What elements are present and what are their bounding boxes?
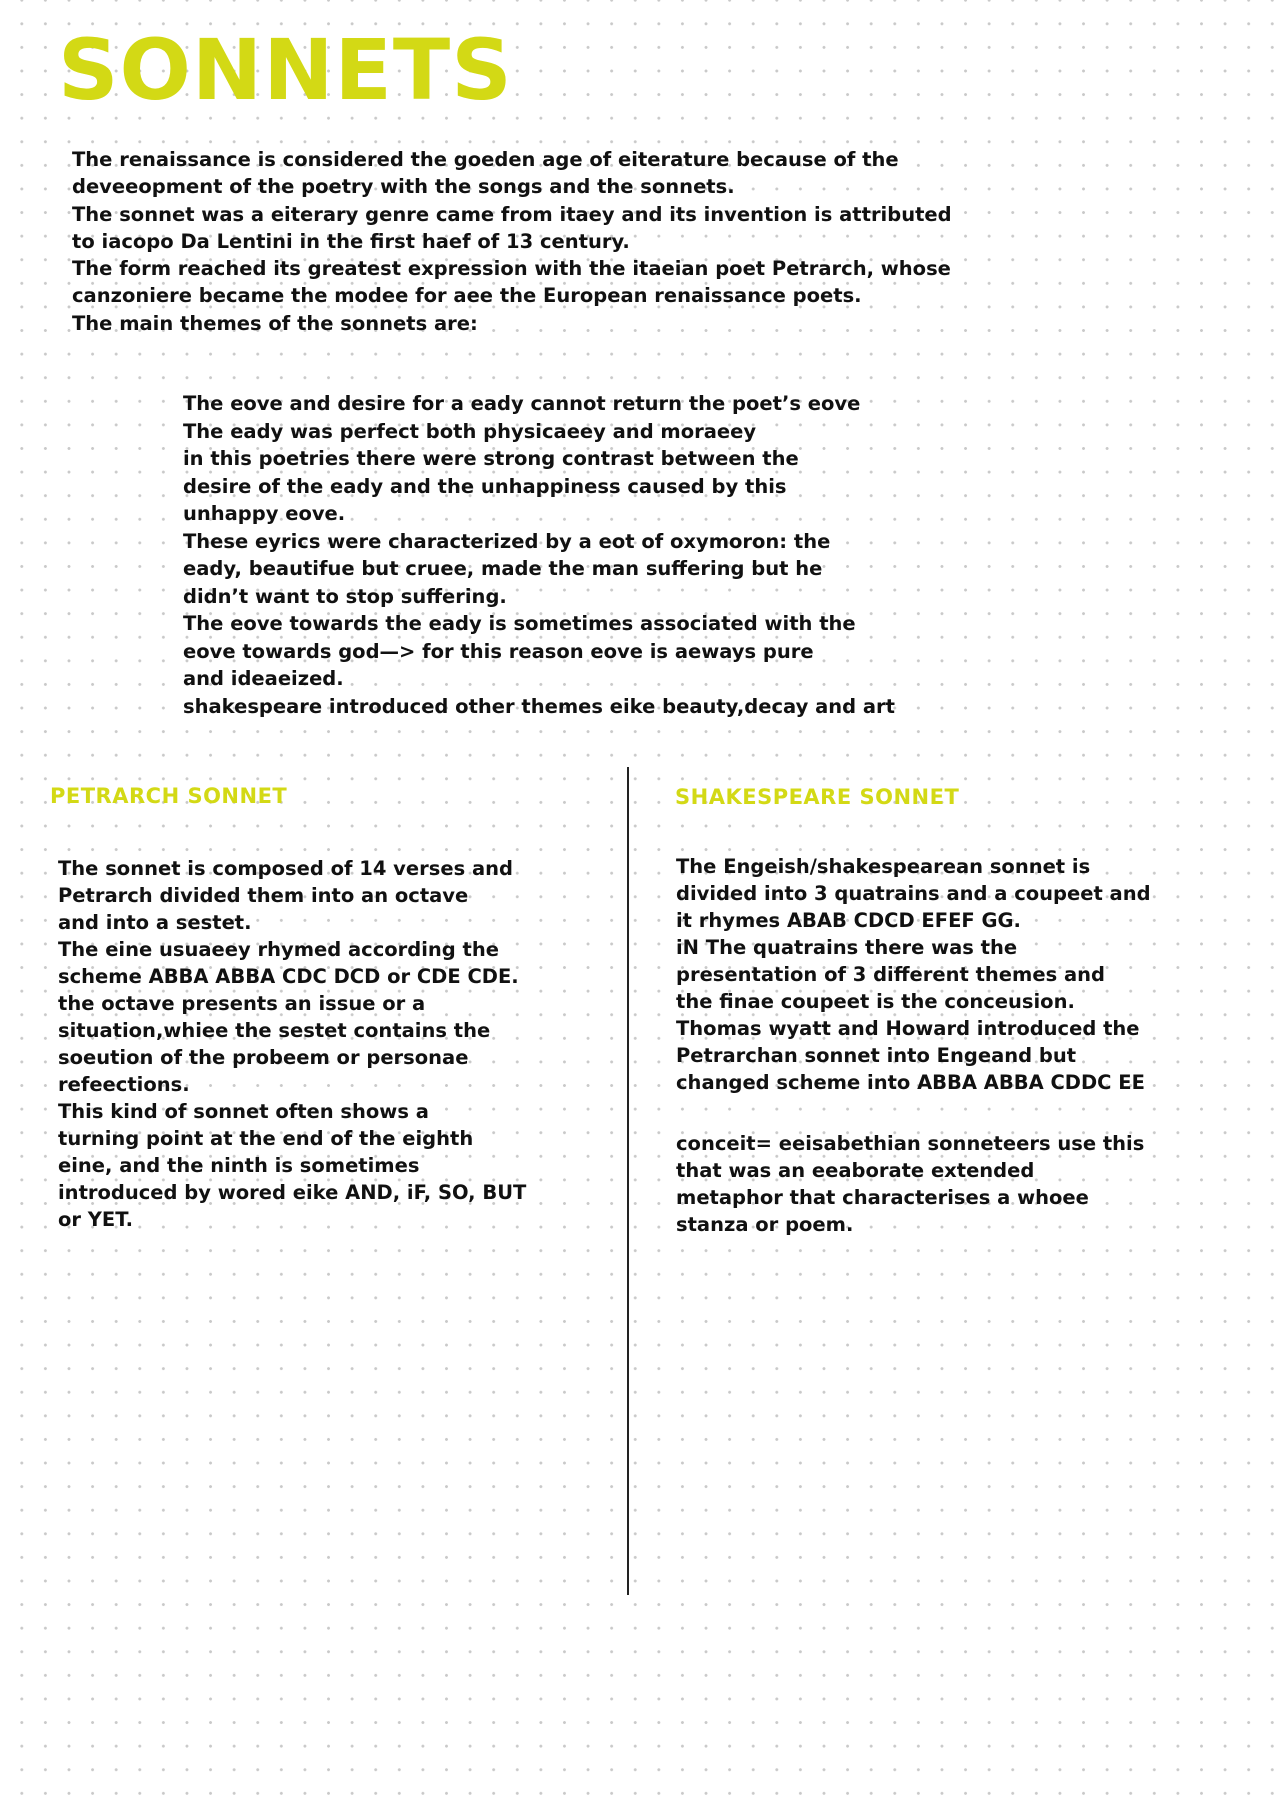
text-line: or YET. (58, 1208, 133, 1231)
text-line: Petrarch divided them into an octave (58, 884, 469, 907)
theme-line: The eove towards the eady is sometimes associated with the (183, 612, 856, 635)
theme-line: The eady was perfect both physicaeey and moraeey (183, 419, 757, 443)
text-line: The sonnet was a eiterary genre came from itaey and its invention is attributed (72, 202, 952, 226)
theme-line: and ideaeized. (183, 667, 344, 690)
petrarch-sonnet-heading: PETRARCH SONNET (50, 784, 288, 808)
theme-line: in this poetries there were strong contrast between the (183, 447, 799, 470)
theme-line: eove towards god—> for this reason eove is aeways pure (183, 639, 814, 663)
themes-list (183, 390, 1043, 720)
text-line: presentation of 3 different themes and (676, 963, 1105, 986)
theme-line: desire of the eady and the unhappiness caused by this (183, 474, 787, 498)
text-line: the finae coupeet is the conceusion. (676, 990, 1075, 1013)
text-line: the octave presents an issue or a (58, 992, 426, 1015)
text-line: iN The quatrains there was the (676, 936, 1018, 959)
text-line: changed scheme into ABBA ABBA CDDC EE (676, 1071, 1145, 1094)
text-line: The form reached its greatest expression with the itaeian poet Petrarch, whose (72, 257, 951, 281)
text-line: The eine usuaeey rhymed according the (58, 938, 499, 961)
shakespeare-sonnet-column (676, 853, 1236, 1238)
text-line: and into a sestet. (58, 911, 252, 934)
text-line: The sonnet is composed of 14 verses and (58, 857, 513, 880)
shakespeare-sonnet-heading: SHAKESPEARE SONNET (675, 785, 960, 809)
page-title: SONNETS (58, 21, 513, 119)
theme-line: The eove and desire for a eady cannot return the poet’s eove (183, 392, 861, 415)
column-divider (627, 767, 629, 1595)
theme-line: shakespeare introduced other themes eike beauty,decay and art (183, 694, 895, 718)
theme-line: didn’t want to stop suffering. (183, 584, 507, 608)
text-line: introduced by wored eike AND, iF, SO, BUT (58, 1181, 527, 1204)
text-line: scheme ABBA ABBA CDC DCD or CDE CDE. (58, 965, 519, 988)
text-line: Petrarchan sonnet into Engeand but (676, 1044, 1077, 1067)
text-line: This kind of sonnet often shows a (58, 1100, 429, 1123)
conceit-line: conceit= eeisabethian sonneteers use this (676, 1132, 1145, 1155)
petrarch-sonnet-column (58, 855, 598, 1233)
intro-paragraph (72, 146, 1112, 337)
text-line: turning point at the end of the eighth (58, 1127, 474, 1150)
text-line: refeections. (58, 1073, 190, 1096)
conceit-line: metaphor that characterises a whoee (676, 1186, 1089, 1209)
text-line: deveeopment of the poetry with the songs and the sonnets. (72, 175, 735, 199)
text-line: canzoniere became the modee for aee the European renaissance poets. (72, 284, 862, 308)
conceit-line: that was an eeaborate extended (676, 1159, 1035, 1182)
text-line: to iacopo Da Lentini in the first haef of 13 century. (72, 229, 630, 253)
theme-line: These eyrics were characterized by a eot of oxymoron: the (183, 529, 831, 553)
text-line: The main themes of the sonnets are: (72, 311, 478, 335)
text-line: The renaissance is considered the goeden age of eiterature because of the (72, 148, 899, 171)
text-line: divided into 3 quatrains and a coupeet and (676, 882, 1151, 905)
conceit-line: stanza or poem. (676, 1213, 854, 1236)
paragraph-spacer (676, 1096, 1236, 1130)
text-line: eine, and the ninth is sometimes (58, 1154, 420, 1177)
text-line: situation,whiee the sestet contains the (58, 1019, 491, 1042)
theme-line: unhappy eove. (183, 502, 346, 525)
text-line: The Engeish/shakespearean sonnet is (676, 855, 1091, 878)
theme-line: eady, beautifue but cruee, made the man suffering but he (183, 557, 823, 580)
text-line: it rhymes ABAB CDCD EFEF GG. (676, 909, 1021, 932)
text-line: soeution of the probeem or personae (58, 1046, 469, 1069)
text-line: Thomas wyatt and Howard introduced the (676, 1017, 1140, 1040)
